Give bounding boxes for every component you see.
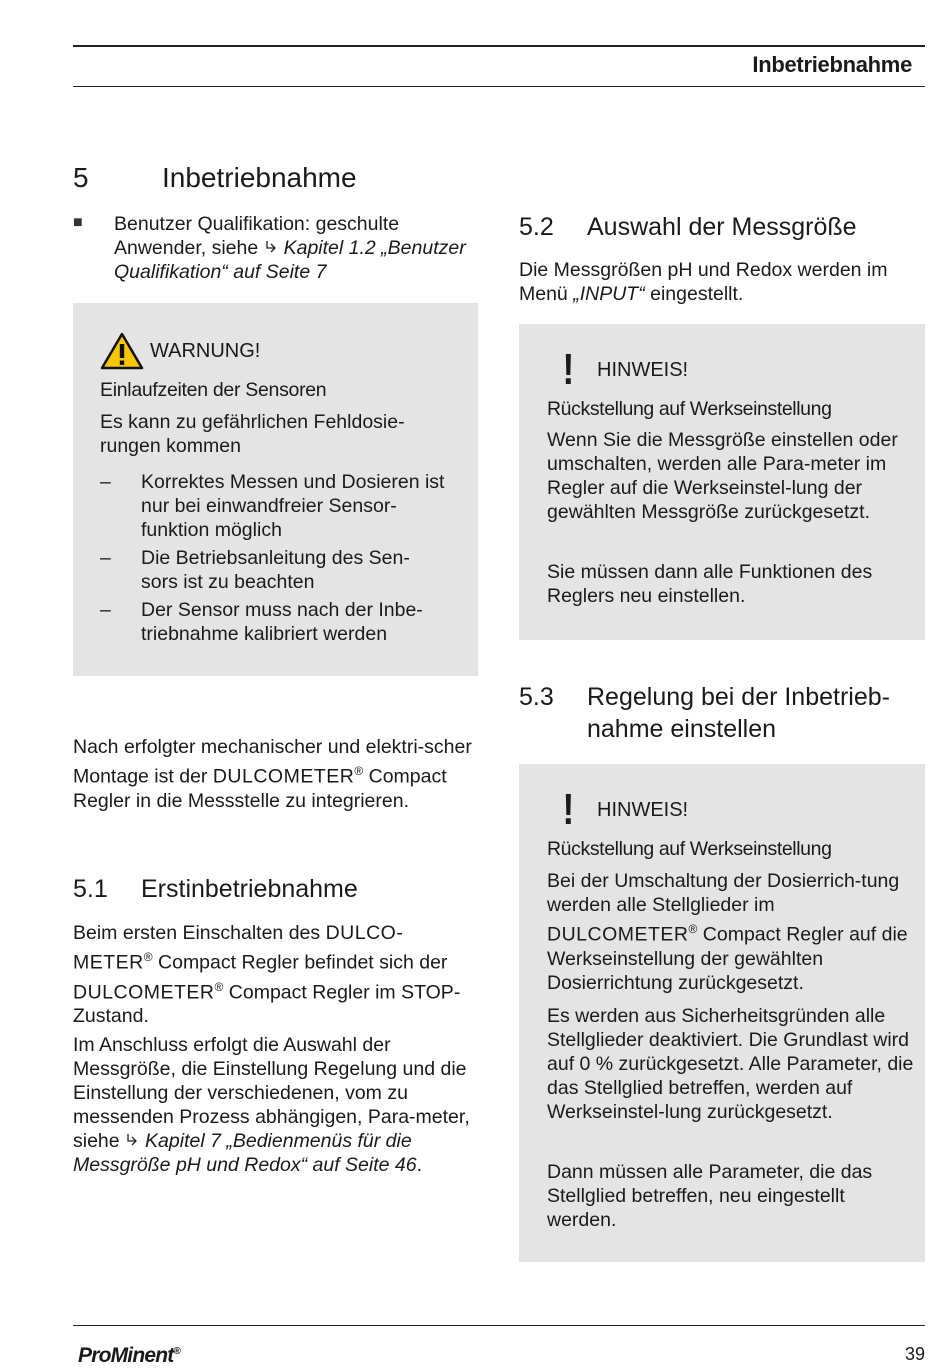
input-menu-reference: „INPUT“ [573, 283, 645, 305]
warning-list-item [100, 546, 445, 594]
section-title-line-2: nahme einstellen [587, 715, 777, 743]
note-box-5-2 [519, 324, 925, 640]
list-dash: – [100, 471, 111, 493]
bullet-square: ■ [73, 214, 83, 231]
section-number: 5.1 [73, 875, 108, 903]
paragraph-text: eingestellt. [644, 283, 744, 305]
logo-text: ProMinent [78, 1344, 174, 1367]
warning-box [73, 303, 478, 676]
note-heading: Rückstellung auf Werkseinstellung [547, 398, 832, 420]
s51-paragraph-2 [73, 1033, 483, 1177]
list-dash: – [100, 599, 111, 621]
note-paragraph: Wenn Sie die Messgröße einstellen oder umschalten, werden alle Para-meter im Regler auf die Werkseinstel-lung der gewählten Messgröße zurückgesetzt. [547, 429, 898, 523]
note-label: HINWEIS! [597, 359, 689, 381]
link-arrow-icon [264, 237, 280, 253]
s52-paragraph [519, 258, 919, 306]
brand-name: DULCOMETER [547, 923, 689, 946]
paragraph-text: Compact Regler auf die Werkseinstellung der gewählten Dosierrichtung zurückgesetzt. [547, 923, 908, 994]
registered-mark: ® [214, 979, 224, 994]
brand-name: DULCOMETER [73, 981, 215, 1003]
warning-text: Es kann zu gefährlichen Fehldosie-rungen kommen [100, 411, 405, 457]
section-title: Auswahl der Messgröße [587, 213, 857, 241]
warning-list-item [100, 598, 455, 646]
s51-paragraph-1 [73, 921, 473, 1028]
warning-heading: Einlaufzeiten der Sensoren [100, 379, 327, 401]
warning-item-text: Der Sensor muss nach der Inbe-triebnahme kalibriert werden [141, 599, 423, 645]
page-number: 39 [904, 1344, 925, 1364]
intro-text: Compact Regler in die Messstelle zu integrieren. [73, 765, 447, 812]
warning-list [100, 470, 460, 646]
section-title: Erstinbetriebnahme [141, 875, 358, 903]
warning-triangle-icon [100, 331, 144, 371]
intro-paragraph [73, 735, 473, 813]
section-5-1-heading [73, 874, 473, 906]
qualification-text: geschulte Anwender, siehe [114, 213, 400, 259]
warning-item-text: Die Betriebsanleitung des Sen-sors ist zu beachten [141, 547, 410, 593]
note-paragraph: Dann müssen alle Parameter, die das Stellglied betreffen, neu eingestellt werden. [547, 1161, 873, 1231]
running-header-title: Inbetriebnahme [752, 52, 912, 77]
section-5-2-heading [519, 212, 925, 244]
paragraph-text: . [416, 1154, 423, 1176]
brand-name: DULCOMETER [212, 765, 355, 788]
paragraph-text: Bei der Umschaltung der Dosierrich-tung werden alle Stellglieder im [547, 870, 900, 916]
note-heading: Rückstellung auf Werkseinstellung [547, 838, 832, 860]
footer-rule [73, 1325, 925, 1326]
note-box-5-3 [519, 764, 925, 1262]
section-5-3-heading [519, 682, 925, 746]
registered-mark: ® [354, 764, 364, 778]
list-dash: – [100, 547, 111, 569]
logo-registered-mark: ® [173, 1346, 181, 1357]
paragraph-text: Beim ersten Einschalten des [73, 922, 326, 944]
qualification-item [73, 212, 478, 284]
qualification-link[interactable]: Kapitel 1.2 „Benutzer Qualifikation“ auf Seite 7 [114, 237, 466, 283]
section-title-line-1: Regelung bei der Inbetrieb- [587, 683, 890, 711]
paragraph-text: Im Anschluss erfolgt die Auswahl der Messgröße, die Einstellung Regelung und die Einstellung der verschiedenen, vom zu messenden Prozess abhängigen, Para-meter, siehe [73, 1034, 470, 1152]
note-paragraph: Sie müssen dann alle Funktionen des Reglers neu einstellen. [547, 561, 873, 607]
qualification-label: Benutzer Qualifikation: [114, 213, 311, 235]
intro-text: Nach erfolgter mechanischer und elektri-scher Montage ist der [73, 736, 472, 788]
chapter-7-link[interactable]: Kapitel 7 „Bedienmenüs für die Messgröße pH und Redox“ auf Seite 46 [73, 1130, 417, 1176]
exclamation-icon: ! [562, 785, 575, 834]
paragraph-text: Die Messgrößen pH und Redox werden im Menü [519, 259, 888, 305]
note-paragraph [547, 869, 917, 995]
exclamation-icon: ! [562, 345, 575, 394]
header-top-rule [73, 45, 925, 47]
warning-label: WARNUNG! [150, 340, 261, 362]
registered-mark: ® [143, 950, 153, 964]
header-bottom-rule [73, 86, 925, 87]
warning-list-item [100, 470, 455, 542]
brand-name: DULCO-METER [73, 922, 404, 974]
registered-mark: ® [688, 922, 698, 936]
chapter-title: Inbetriebnahme [162, 162, 357, 193]
link-arrow-icon [125, 1130, 141, 1146]
chapter-number: 5 [73, 162, 89, 193]
section-number: 5.3 [519, 683, 554, 711]
section-number: 5.2 [519, 213, 554, 241]
paragraph-text: Compact Regler befindet sich der [152, 951, 448, 974]
chapter-heading [73, 161, 493, 197]
note-paragraph: Es werden aus Sicherheitsgründen alle Stellglieder deaktiviert. Die Grundlast wird auf 0 % zurückgesetzt. Alle Parameter, die das Stellglied betreffen, werden auf Werkseinstel-lung zurückgesetzt. [547, 1005, 914, 1123]
warning-item-text: Korrektes Messen und Dosieren ist nur bei einwandfreier Sensor-funktion möglich [141, 471, 445, 541]
note-label: HINWEIS! [597, 799, 689, 821]
prominent-logo [78, 1340, 180, 1368]
paragraph-text: Compact Regler im STOP-Zustand. [73, 981, 461, 1027]
